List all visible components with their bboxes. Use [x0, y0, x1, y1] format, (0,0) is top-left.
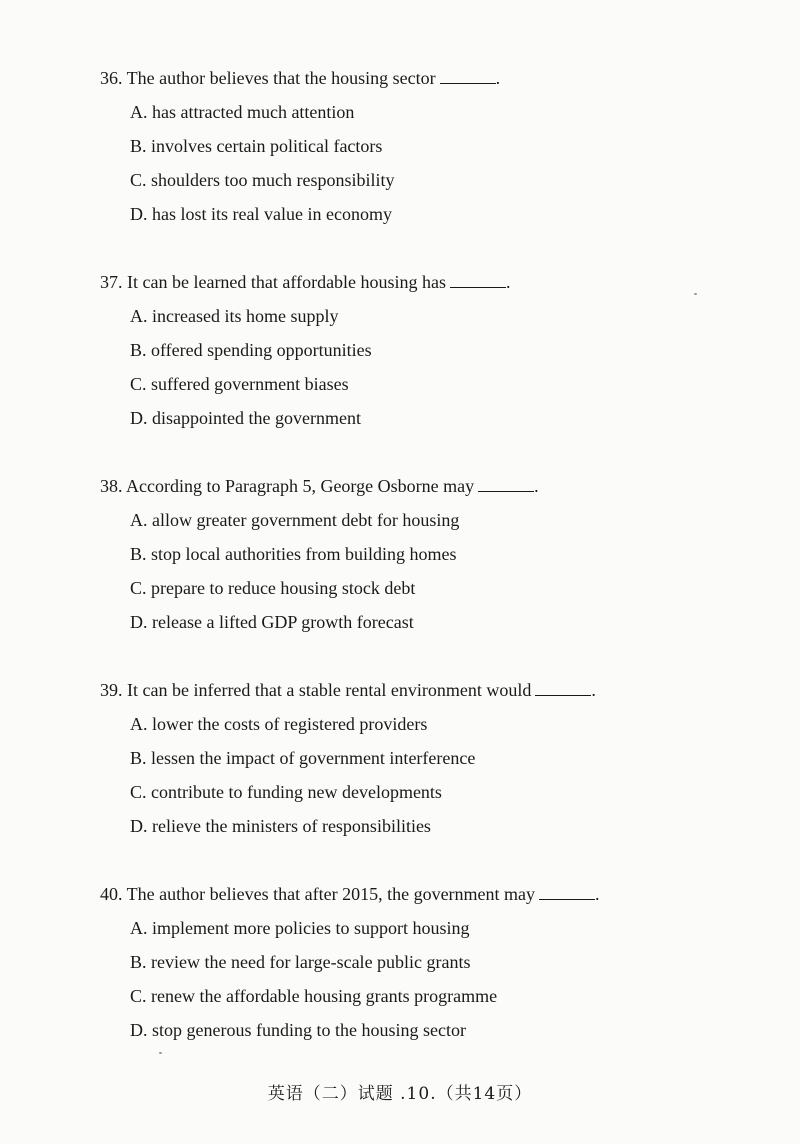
option-d: D. has lost its real value in economy: [130, 204, 392, 224]
scan-speck: [159, 1052, 162, 1054]
answer-blank: [539, 885, 595, 900]
option-d: D. release a lifted GDP growth forecast: [130, 612, 414, 632]
option-d: D. disappointed the government: [130, 408, 361, 428]
answer-blank: [450, 273, 506, 288]
answer-blank: [478, 477, 534, 492]
question-stem: 39. It can be inferred that a stable rental environment would .: [100, 680, 596, 700]
option-b: B. involves certain political factors: [130, 136, 383, 156]
option-c: C. suffered government biases: [130, 374, 349, 394]
answer-blank: [535, 681, 591, 696]
question-stem: 38. According to Paragraph 5, George Osborne may .: [100, 476, 539, 496]
option-a: A. implement more policies to support housing: [130, 918, 470, 938]
option-d: D. relieve the ministers of responsibilities: [130, 816, 431, 836]
option-a: A. increased its home supply: [130, 306, 339, 326]
option-c: C. prepare to reduce housing stock debt: [130, 578, 416, 598]
option-a: A. allow greater government debt for housing: [130, 510, 460, 530]
option-b: B. offered spending opportunities: [130, 340, 372, 360]
question-stem: 40. The author believes that after 2015, the government may .: [100, 884, 600, 904]
option-d: D. stop generous funding to the housing sector: [130, 1020, 466, 1040]
answer-blank: [440, 69, 496, 84]
question-stem: 36. The author believes that the housing sector .: [100, 68, 501, 88]
option-b: B. stop local authorities from building homes: [130, 544, 457, 564]
option-a: A. has attracted much attention: [130, 102, 355, 122]
option-b: B. review the need for large-scale public grants: [130, 952, 471, 972]
option-c: C. contribute to funding new developments: [130, 782, 442, 802]
option-a: A. lower the costs of registered providers: [130, 714, 428, 734]
option-c: C. shoulders too much responsibility: [130, 170, 395, 190]
option-b: B. lessen the impact of government interference: [130, 748, 476, 768]
scan-speck: [694, 293, 697, 295]
question-stem: 37. It can be learned that affordable housing has .: [100, 272, 511, 292]
option-c: C. renew the affordable housing grants programme: [130, 986, 498, 1006]
page-footer: 英语（二）试题 .10.（共14页）: [267, 1084, 533, 1104]
